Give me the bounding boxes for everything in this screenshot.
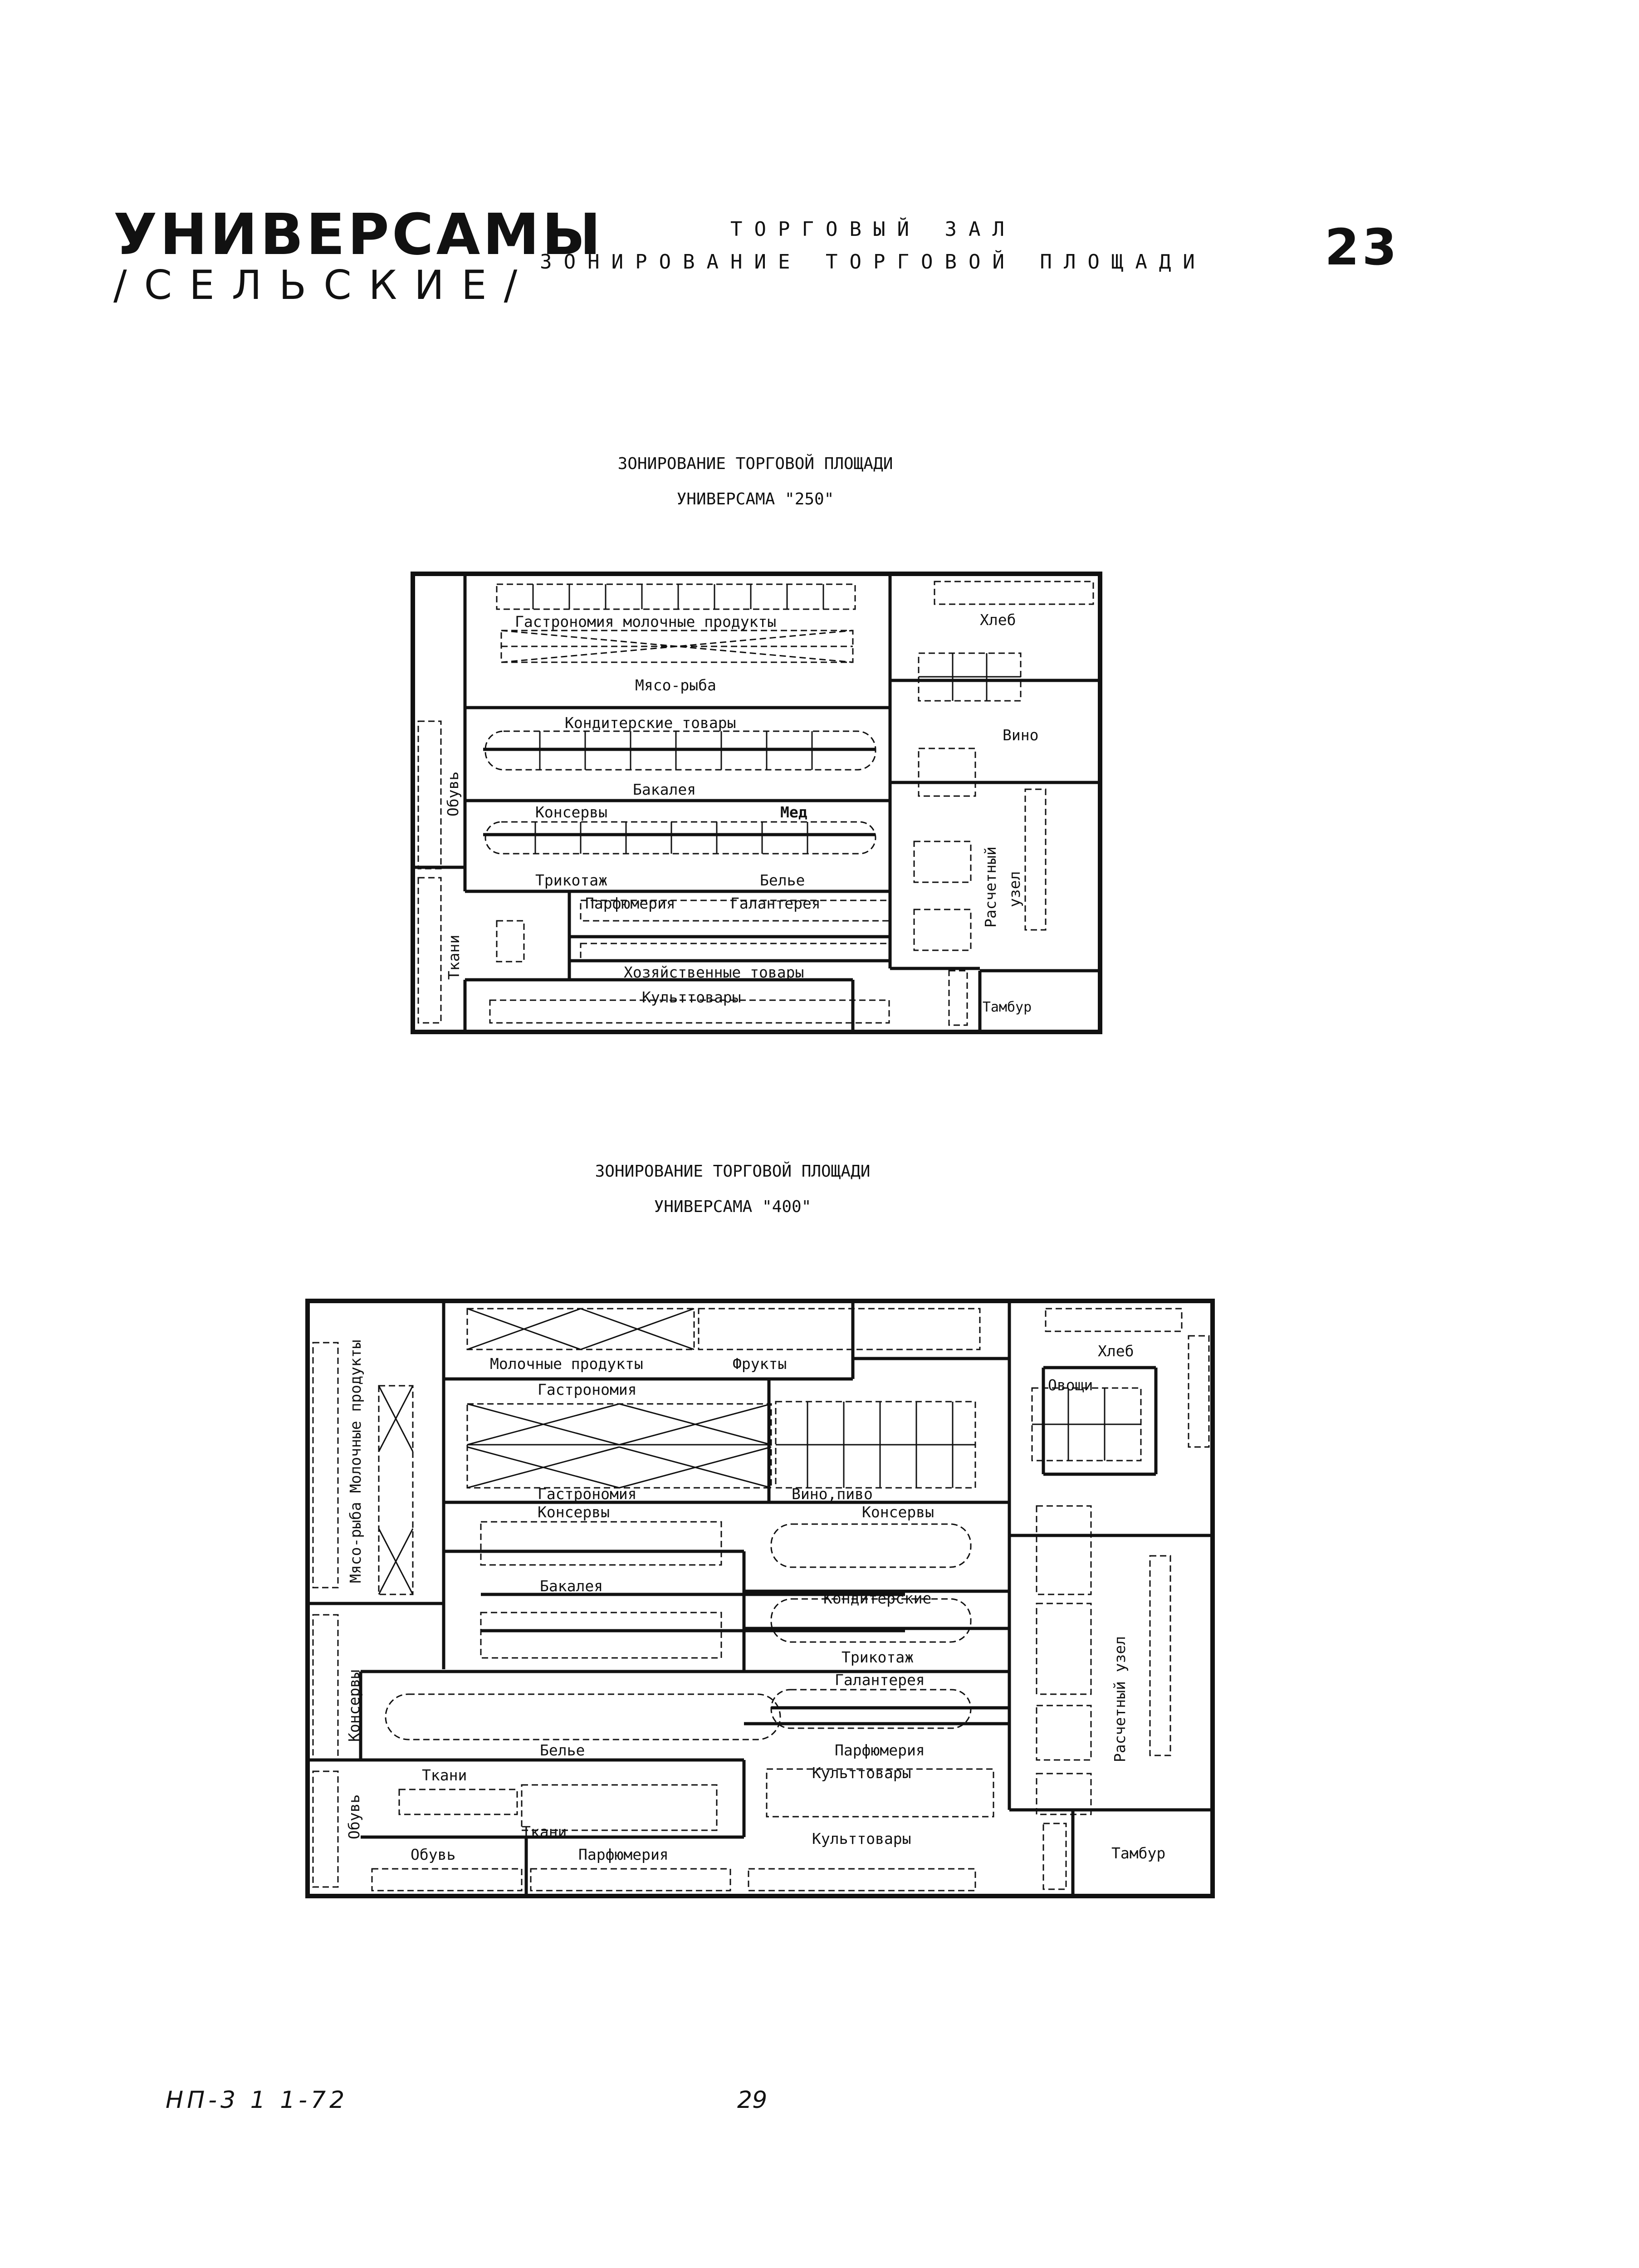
plan-250-wine-label: Вино bbox=[1003, 726, 1039, 744]
plan-400-canned-left-label: Консервы bbox=[538, 1503, 610, 1521]
sheet-number: 23 bbox=[1325, 218, 1400, 276]
plan-400-perfumery-bottom-label: Парфюмерия bbox=[578, 1846, 669, 1863]
plan-400-vegetables-label: Овощи bbox=[1048, 1376, 1093, 1394]
plan-400-fabrics-bottom-label: Ткани bbox=[522, 1823, 567, 1841]
plan-400-bread-label: Хлеб bbox=[1098, 1342, 1134, 1360]
plan-250-meat-fish-label: Мясо-рыба bbox=[635, 676, 716, 694]
plan-250-shoes-label: Обувь bbox=[444, 771, 462, 816]
plan-250-checkout-label-2: узел bbox=[1006, 871, 1023, 907]
brand-title: УНИВЕРСАМЫ bbox=[113, 202, 604, 268]
plan-400-haberdashery-label: Галантерея bbox=[835, 1671, 925, 1689]
plan-250-grocery-label: Бакалея bbox=[633, 781, 696, 798]
plan-400-shoes-vertical-label: Обувь bbox=[345, 1794, 363, 1839]
plan-400-gastronomy-top-label: Гастрономия bbox=[538, 1381, 637, 1398]
plan-400-canned-right-label: Консервы bbox=[862, 1503, 934, 1521]
page-number: 29 bbox=[737, 2087, 768, 2114]
plan-400-caption-line1: ЗОНИРОВАНИЕ ТОРГОВОЙ ПЛОЩАДИ bbox=[595, 1162, 871, 1181]
plan-250-bread-label: Хлеб bbox=[980, 611, 1016, 629]
plan-400-cultural-mid-label: Культтовары bbox=[812, 1764, 911, 1782]
plan-250-household-label: Хозяйственные товары bbox=[624, 963, 804, 981]
plan-400-perfumery-mid-label: Парфюмерия bbox=[835, 1741, 925, 1759]
plan-250-vestibule-label: Тамбур bbox=[982, 999, 1032, 1015]
plan-400-linen-label: Белье bbox=[540, 1741, 585, 1759]
plan-250-caption-line2: УНИВЕРСАМА "250" bbox=[676, 490, 834, 508]
plan-400-shoes-label: Обувь bbox=[411, 1846, 456, 1863]
plan-250-perfumery-label: Парфюмерия bbox=[585, 894, 675, 912]
plan-250-linen-label: Белье bbox=[760, 871, 805, 889]
plan-400-grocery-label: Бакалея bbox=[540, 1577, 603, 1595]
plan-250-knitwear-label: Трикотаж bbox=[535, 871, 607, 889]
doc-code: НП-3 1 1-72 bbox=[166, 2087, 348, 2114]
plan-400-caption-line2: УНИВЕРСАМА "400" bbox=[654, 1198, 812, 1216]
plan-250-honey-label: Мед bbox=[780, 803, 807, 821]
plan-250-checkout-label-1: Расчетный bbox=[982, 846, 999, 928]
brand-subtitle: /СЕЛЬСКИЕ/ bbox=[113, 262, 535, 308]
plan-400-fruit-label: Фрукты bbox=[733, 1355, 787, 1373]
plan-400-knitwear-label: Трикотаж bbox=[842, 1648, 914, 1666]
plan-250-cultural-label: Культтовары bbox=[642, 988, 741, 1006]
plan-250-caption-line1: ЗОНИРОВАНИЕ ТОРГОВОЙ ПЛОЩАДИ bbox=[617, 455, 893, 473]
plan-400-gastronomy-bottom-label: Гастрономия bbox=[538, 1485, 637, 1503]
plan-250-haberdashery-label: Галантерея bbox=[730, 894, 821, 912]
section-title: ТОРГОВЫЙ ЗАЛ bbox=[730, 218, 1016, 241]
plan-400-vestibule-label: Тамбур bbox=[1111, 1844, 1166, 1862]
plan-400-checkout-label: Расчетный узел bbox=[1111, 1636, 1129, 1762]
plan-400-fabrics-top-label: Ткани bbox=[422, 1766, 467, 1784]
plan-250-canned-label: Консервы bbox=[535, 803, 607, 821]
section-subtitle: ЗОНИРОВАНИЕ ТОРГОВОЙ ПЛОЩАДИ bbox=[540, 250, 1207, 274]
plan-400-meat-fish-dairy-label: Мясо-рыба Молочные продукты bbox=[347, 1339, 364, 1583]
plan-250-confectionery-label: Кондитерские товары bbox=[565, 714, 736, 732]
plan-400-wine-beer-label: Вино,пиво bbox=[792, 1485, 873, 1503]
plan-400-canned-vertical-label: Консервы bbox=[345, 1670, 363, 1742]
plan-400-dairy-label: Молочные продукты bbox=[490, 1355, 643, 1373]
plan-250-fabrics-label: Ткани bbox=[445, 934, 463, 980]
plan-400-cultural-bottom-label: Культтовары bbox=[812, 1830, 911, 1848]
plan-250-gastronomy-dairy-label: Гастрономия молочные продукты bbox=[515, 613, 777, 631]
plan-400-confectionery-label: Кондитерские bbox=[823, 1589, 932, 1607]
